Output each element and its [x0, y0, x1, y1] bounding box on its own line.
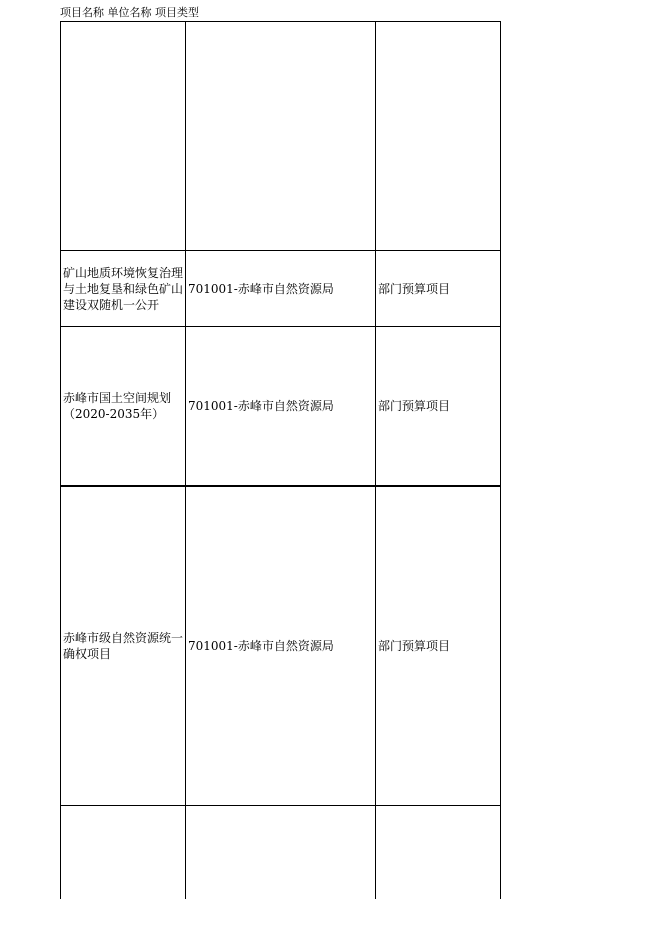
project-type-cell: 部门预算项目: [378, 281, 451, 296]
unit-cell: 701001-赤峰市自然资源局: [186, 327, 376, 485]
table-row: [61, 327, 500, 487]
unit-cell: 701001-赤峰市自然资源局: [186, 487, 376, 805]
project-name-cell: 矿山地质环境恢复治理与土地复垦和绿色矿山建设双随机一公开: [61, 251, 186, 326]
unit-cell: [186, 22, 376, 250]
project-type-cell: 部门预算项目: [378, 639, 451, 653]
clipped-header-text: 项目名称 单位名称 项目类型: [60, 6, 199, 19]
table-row: [61, 22, 500, 251]
unit-cell: 701001-赤峰市自然资源局: [186, 251, 376, 326]
project-type-cell: [376, 22, 500, 250]
project-type-cell: 部门预算项目: [378, 399, 451, 413]
project-type-cell: [376, 806, 500, 899]
project-name-cell: [61, 806, 186, 899]
project-name-cell: 赤峰市国土空间规划（2020-2035年）: [61, 327, 186, 485]
budget-table: [60, 21, 501, 899]
project-name-cell: 赤峰市级自然资源统一确权项目: [61, 487, 186, 805]
table-row: [61, 806, 500, 899]
unit-cell: [186, 806, 376, 899]
table-row: [61, 487, 500, 806]
project-name-cell: [61, 22, 186, 250]
table-row: [61, 251, 500, 327]
